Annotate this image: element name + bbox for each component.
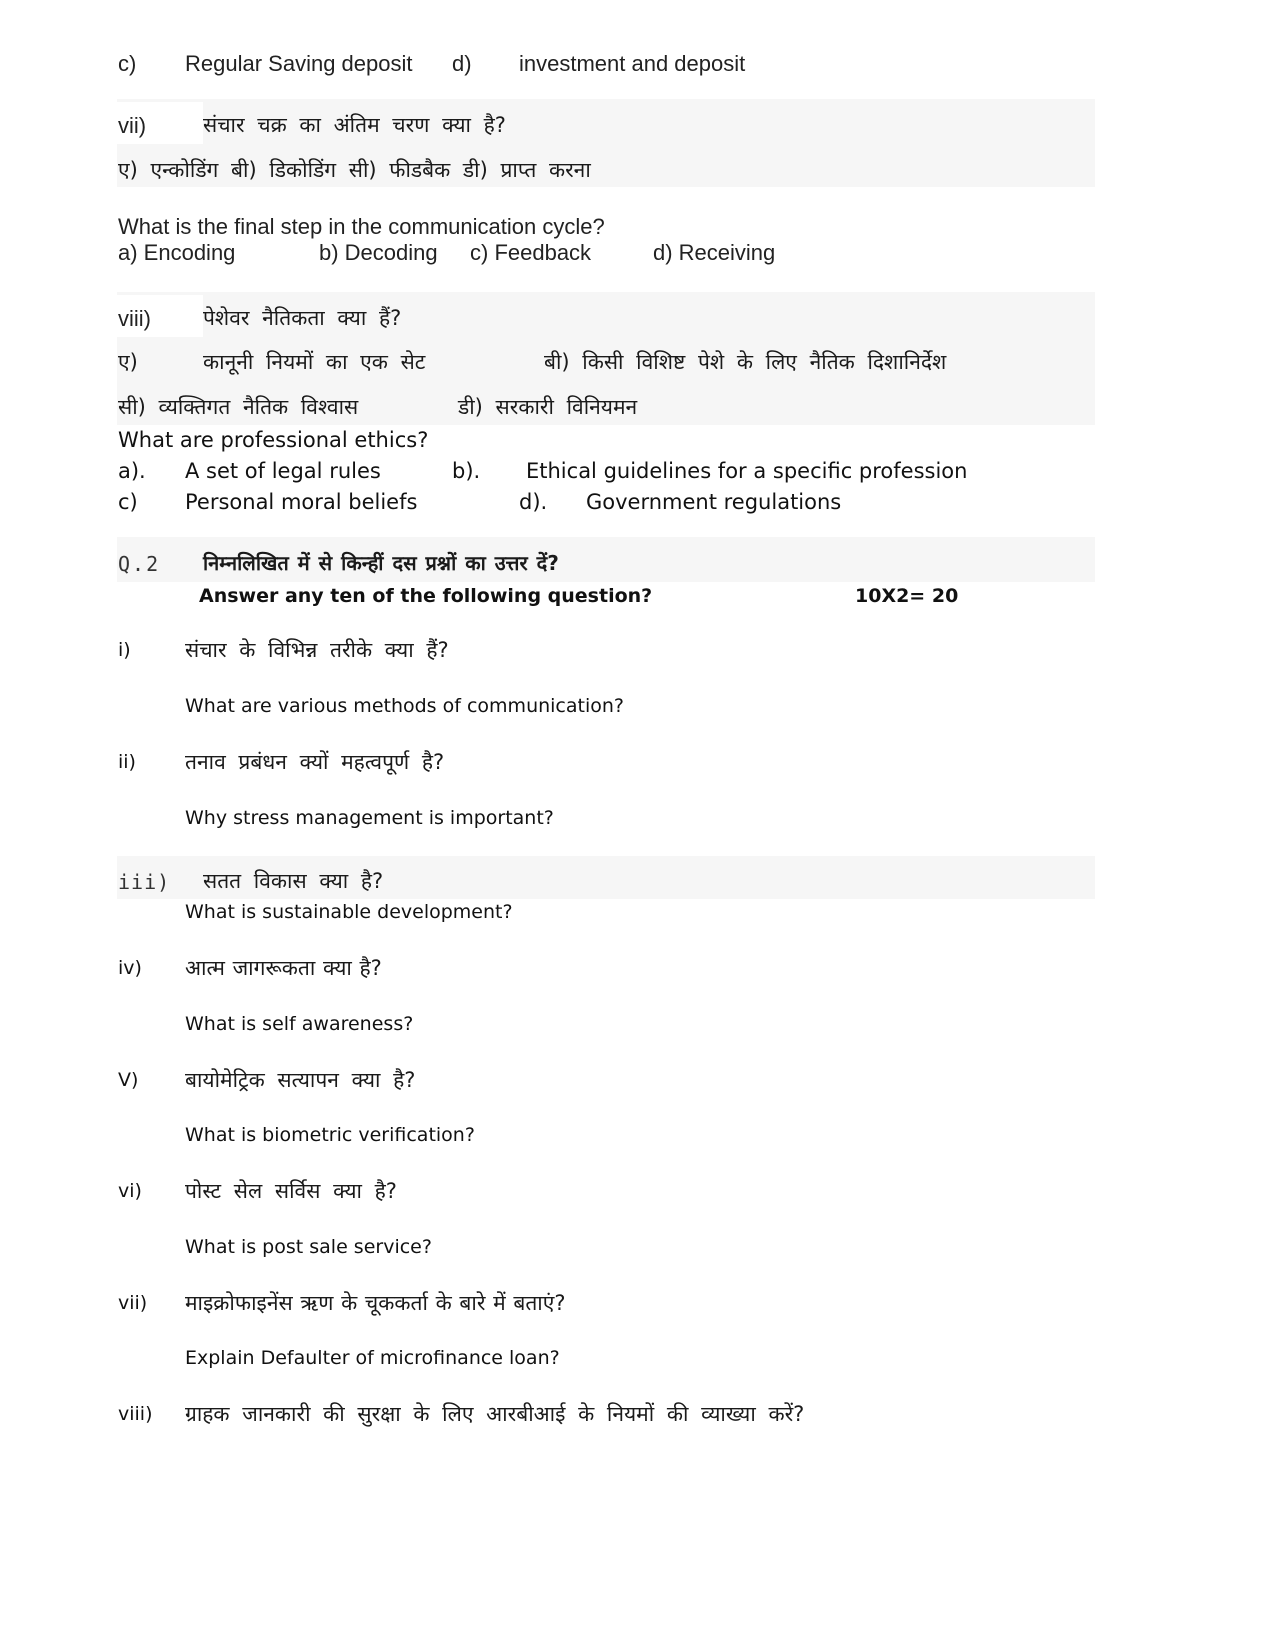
- section-2-number: Q.2: [118, 552, 161, 576]
- option-d-label: d): [452, 51, 472, 76]
- q2-vii-number: vii): [118, 1292, 148, 1314]
- q8-hindi-option-b: बी) किसी विशिष्ट पेशे के लिए नैतिक दिशानिर्देश: [544, 350, 947, 374]
- q2-ii-english: Why stress management is important?: [185, 807, 554, 829]
- section-2-marks: 10X2= 20: [855, 585, 959, 607]
- q8-option-c-label: c): [118, 490, 138, 514]
- q2-iii-hindi: सतत विकास क्या है?: [203, 869, 384, 893]
- q8-option-d-text: Government regulations: [586, 490, 842, 514]
- option-c-text: Regular Saving deposit: [185, 51, 413, 76]
- q2-ii-hindi: तनाव प्रबंधन क्यों महत्वपूर्ण है?: [185, 750, 445, 774]
- q2-iv-english: What is self awareness?: [185, 1013, 414, 1035]
- q2-viii-number: viii): [118, 1403, 153, 1425]
- q8-hindi-question: पेशेवर नैतिकता क्या हैं?: [203, 306, 402, 330]
- section-2-english-heading: Answer any ten of the following question?: [199, 585, 653, 607]
- q2-vi-english: What is post sale service?: [185, 1236, 432, 1258]
- q2-i-english: What are various methods of communication?: [185, 695, 624, 717]
- q2-i-hindi: संचार के विभिन्न तरीके क्या हैं?: [185, 638, 449, 662]
- q2-viii-hindi: ग्राहक जानकारी की सुरक्षा के लिए आरबीआई के नियमों की व्याख्या करें?: [185, 1402, 805, 1426]
- q8-number: viii): [118, 306, 151, 331]
- option-c-label: c): [118, 51, 137, 76]
- option-d-text: investment and deposit: [519, 51, 746, 76]
- q8-hindi-option-a: कानूनी नियमों का एक सेट: [203, 350, 426, 374]
- q7-option-c: c) Feedback: [470, 240, 592, 265]
- q8-option-a-label: a).: [118, 459, 146, 483]
- q2-iii-number: iii): [118, 870, 171, 894]
- q2-v-hindi: बायोमेट्रिक सत्यापन क्या है?: [185, 1068, 416, 1092]
- q2-v-number: V): [118, 1069, 139, 1091]
- q2-v-english: What is biometric verification?: [185, 1124, 475, 1146]
- q8-hindi-option-d: डी) सरकारी विनियमन: [458, 395, 638, 419]
- q8-option-a-text: A set of legal rules: [185, 459, 381, 483]
- section-2-hindi-heading: निम्नलिखित में से किन्हीं दस प्रश्नों का उत्तर दें?: [203, 551, 559, 575]
- q2-iv-number: iv): [118, 957, 142, 979]
- q8-hindi-option-a-label: ए): [118, 350, 138, 374]
- q2-vii-hindi: माइक्रोफाइनेंस ऋण के चूककर्ता के बारे में बताएं?: [185, 1291, 566, 1315]
- q8-option-b-text: Ethical guidelines for a specific profession: [526, 459, 968, 483]
- q2-ii-number: ii): [118, 751, 136, 773]
- q8-option-d-label: d).: [519, 490, 548, 514]
- q7-hindi-options: ए) एन्कोडिंग बी) डिकोडिंग सी) फीडबैक डी) प्राप्त करना: [118, 158, 591, 182]
- q8-english-question: What are professional ethics?: [118, 428, 429, 452]
- q2-vii-english: Explain Defaulter of microfinance loan?: [185, 1347, 560, 1369]
- q7-hindi-question: संचार चक्र का अंतिम चरण क्या है?: [203, 113, 506, 137]
- q7-number: vii): [118, 113, 147, 138]
- q7-option-a: a) Encoding: [118, 240, 236, 265]
- q7-option-d: d) Receiving: [653, 240, 776, 265]
- q2-vi-number: vi): [118, 1180, 142, 1202]
- q2-iv-hindi: आत्म जागरूकता क्या है?: [185, 956, 382, 980]
- q8-option-b-label: b).: [452, 459, 481, 483]
- q7-english-question: What is the final step in the communication cycle?: [118, 214, 605, 239]
- q8-option-c-text: Personal moral beliefs: [185, 490, 418, 514]
- q7-option-b: b) Decoding: [319, 240, 438, 265]
- q2-i-number: i): [118, 639, 131, 661]
- q2-iii-english: What is sustainable development?: [185, 901, 513, 923]
- q2-vi-hindi: पोस्ट सेल सर्विस क्या है?: [185, 1179, 397, 1203]
- q8-hindi-option-c: सी) व्यक्तिगत नैतिक विश्वास: [118, 395, 359, 419]
